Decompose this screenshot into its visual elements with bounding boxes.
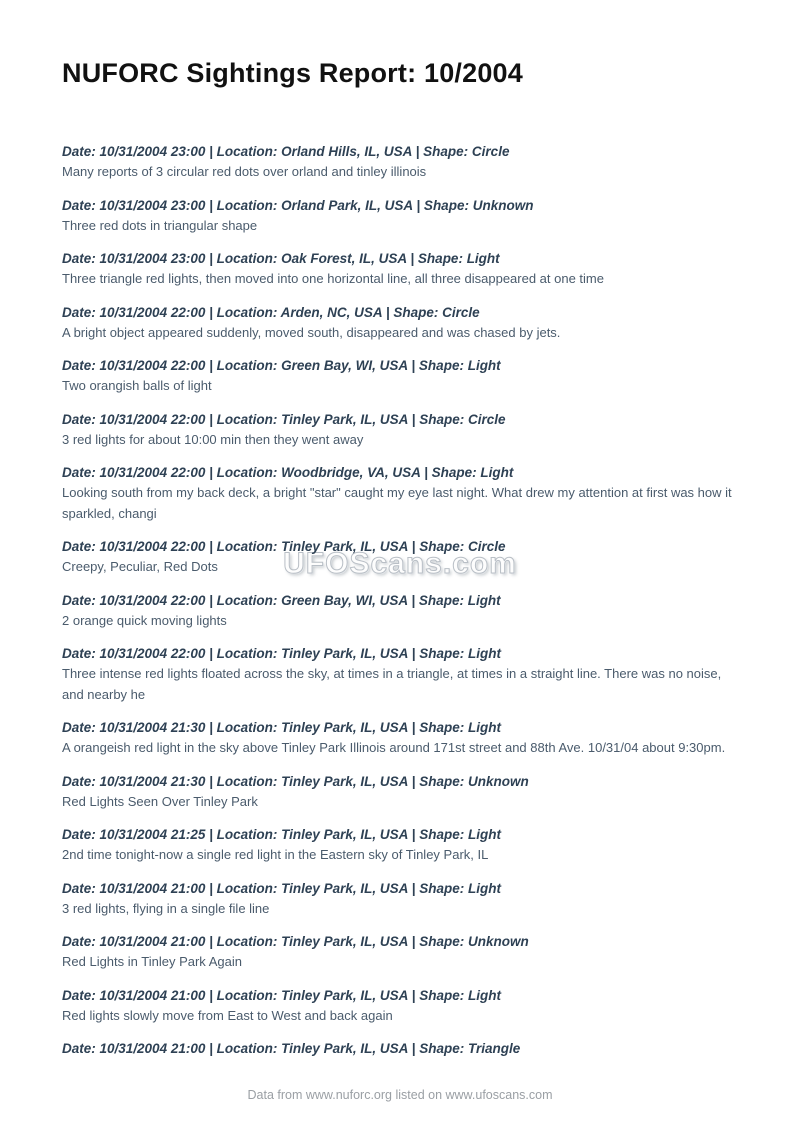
sighting-entry <box>62 986 738 1027</box>
sighting-header: Date: 10/31/2004 22:00 | Location: Tinley Park, IL, USA | Shape: Circle <box>62 411 506 427</box>
sighting-entry <box>62 196 738 237</box>
sighting-description: Many reports of 3 circular red dots over orland and tinley illinois <box>62 164 427 179</box>
sighting-description: A orangeish red light in the sky above Tinley Park Illinois around 171st street and 88th Ave. 10/31/04 about 9:30pm. <box>62 740 726 755</box>
sighting-header: Date: 10/31/2004 21:00 | Location: Tinley Park, IL, USA | Shape: Unknown <box>62 934 529 949</box>
sighting-entry <box>62 932 738 973</box>
sighting-description: Three intense red lights floated across the sky, at times in a triangle, at times in a straight line. There was no noise, and nearby he <box>62 666 722 702</box>
sighting-entry <box>62 879 738 920</box>
sighting-header: Date: 10/31/2004 22:00 | Location: Woodbridge, VA, USA | Shape: Light <box>62 465 514 480</box>
sighting-entry <box>62 772 738 813</box>
sighting-entry <box>62 1039 738 1059</box>
sighting-description: Looking south from my back deck, a bright "star" caught my eye last night. What drew my attention at first was how it sparkled, changi <box>62 485 732 521</box>
sighting-entry <box>62 591 738 632</box>
sighting-entry <box>62 644 738 705</box>
sighting-header: Date: 10/31/2004 23:00 | Location: Orland Park, IL, USA | Shape: Unknown <box>62 197 534 213</box>
sighting-description: 3 red lights, flying in a single file line <box>62 900 270 916</box>
sighting-entry <box>62 410 738 451</box>
sighting-description: Three red dots in triangular shape <box>62 217 258 233</box>
sighting-description: 3 red lights for about 10:00 min then they went away <box>62 431 364 447</box>
sighting-header: Date: 10/31/2004 21:25 | Location: Tinley Park, IL, USA | Shape: Light <box>62 827 501 842</box>
sighting-description: Red lights slowly move from East to West and back again <box>62 1007 393 1023</box>
sighting-description: Red Lights Seen Over Tinley Park <box>62 793 258 809</box>
sighting-description: Creepy, Peculiar, Red Dots <box>62 559 218 574</box>
sighting-header: Date: 10/31/2004 21:30 | Location: Tinley Park, IL, USA | Shape: Light <box>62 720 501 735</box>
sighting-entry <box>62 718 738 759</box>
sighting-description: Two orangish balls of light <box>62 378 212 393</box>
sighting-header: Date: 10/31/2004 21:00 | Location: Tinley Park, IL, USA | Shape: Light <box>62 880 501 896</box>
sighting-header: Date: 10/31/2004 21:00 | Location: Tinley Park, IL, USA | Shape: Triangle <box>62 1041 521 1056</box>
sighting-header: Date: 10/31/2004 21:00 | Location: Tinley Park, IL, USA | Shape: Light <box>62 987 501 1003</box>
sighting-description: 2nd time tonight-now a single red light in the Eastern sky of Tinley Park, IL <box>62 847 489 862</box>
sighting-header: Date: 10/31/2004 23:00 | Location: Oak Forest, IL, USA | Shape: Light <box>62 251 500 266</box>
sighting-description: Three triangle red lights, then moved into one horizontal line, all three disappeared at one time <box>62 271 604 286</box>
sighting-header: Date: 10/31/2004 22:00 | Location: Arden, NC, USA | Shape: Circle <box>62 304 480 320</box>
page-title: NUFORC Sightings Report: 10/2004 <box>62 58 523 88</box>
sighting-header: Date: 10/31/2004 23:00 | Location: Orland Hills, IL, USA | Shape: Circle <box>62 144 510 159</box>
sighting-entry <box>62 537 738 578</box>
sighting-header: Date: 10/31/2004 21:30 | Location: Tinley Park, IL, USA | Shape: Unknown <box>62 773 529 789</box>
sighting-description: A bright object appeared suddenly, moved south, disappeared and was chased by jets. <box>62 324 561 340</box>
sighting-header: Date: 10/31/2004 22:00 | Location: Green Bay, WI, USA | Shape: Light <box>62 592 501 608</box>
sighting-entry <box>62 142 738 183</box>
sightings-list <box>62 142 738 1072</box>
sighting-entry <box>62 303 738 344</box>
sighting-entry <box>62 356 738 397</box>
sighting-header: Date: 10/31/2004 22:00 | Location: Tinley Park, IL, USA | Shape: Light <box>62 646 501 661</box>
sighting-description: Red Lights in Tinley Park Again <box>62 954 242 969</box>
sighting-entry <box>62 249 738 290</box>
sighting-header: Date: 10/31/2004 22:00 | Location: Green Bay, WI, USA | Shape: Light <box>62 358 501 373</box>
sighting-header: Date: 10/31/2004 22:00 | Location: Tinley Park, IL, USA | Shape: Circle <box>62 539 506 554</box>
footer-attribution: Data from www.nuforc.org listed on www.ufoscans.com <box>247 1088 553 1102</box>
sighting-entry <box>62 463 738 524</box>
watermark-text: UFOScans.com <box>283 547 517 580</box>
sighting-entry <box>62 825 738 866</box>
sighting-description: 2 orange quick moving lights <box>62 612 227 628</box>
